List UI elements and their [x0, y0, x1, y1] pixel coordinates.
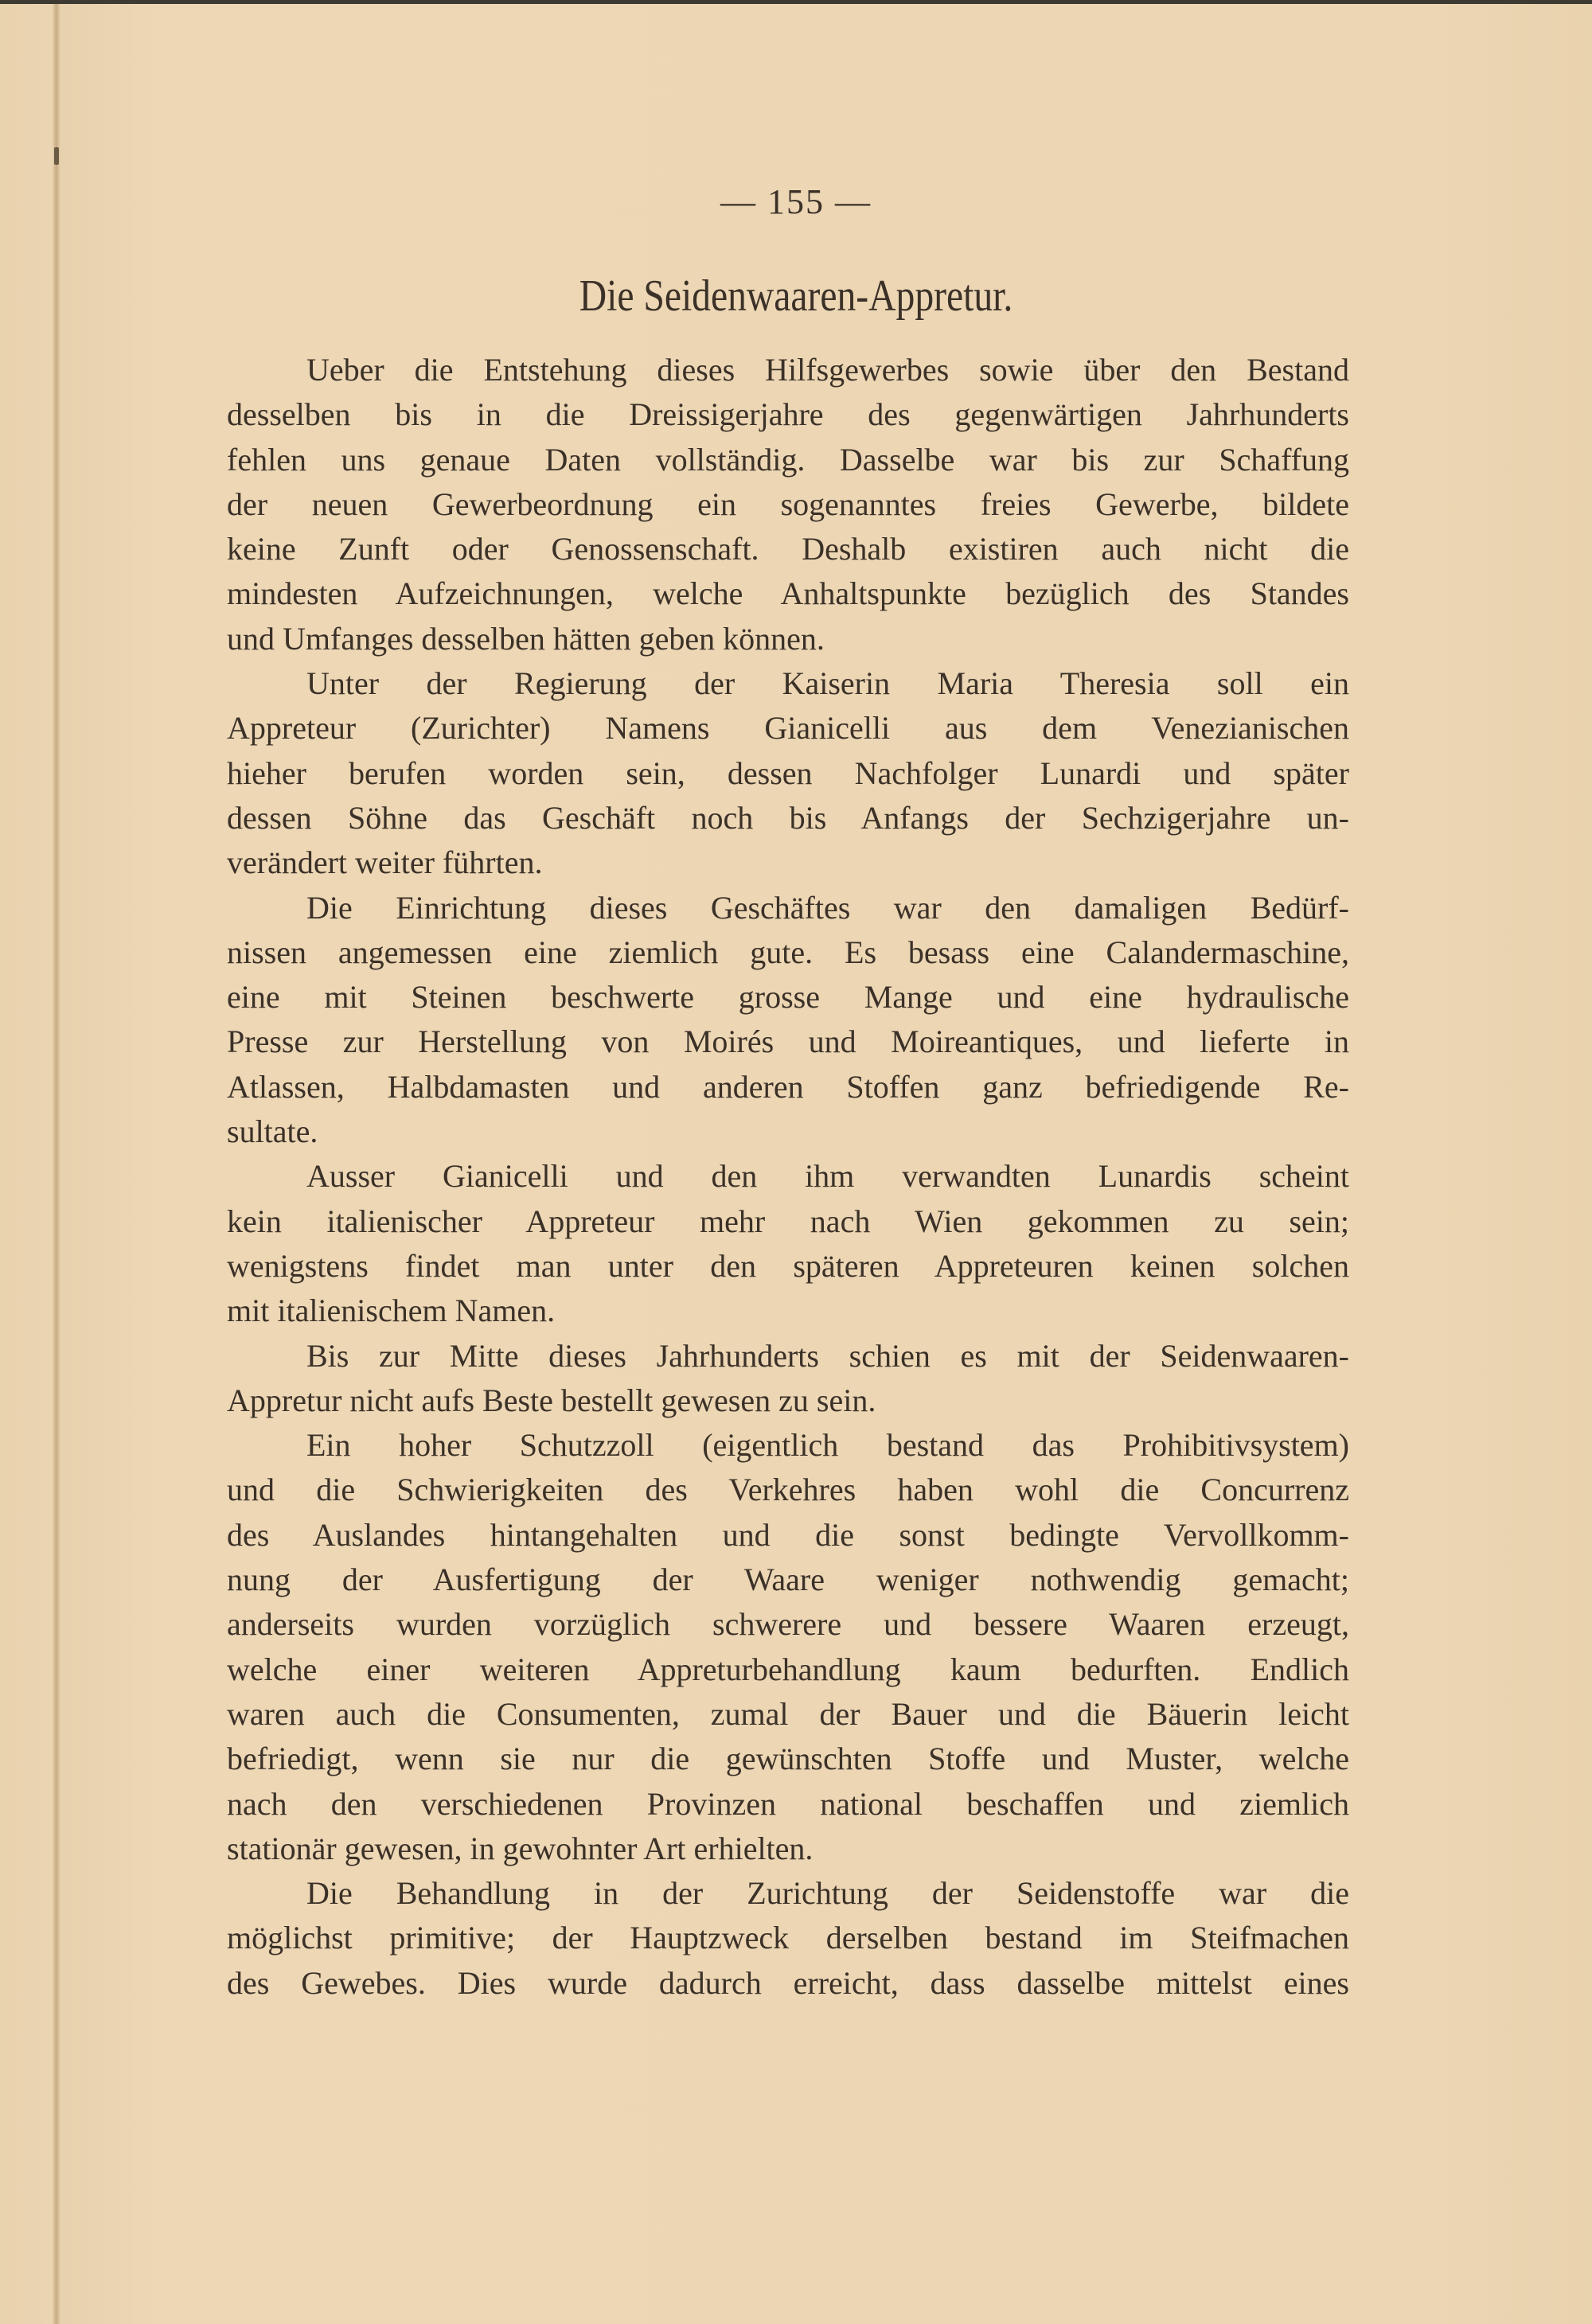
text-line: Die Behandlung in der Zurichtung der Seidenstoffe war die — [306, 1875, 1349, 1912]
text-line: Die Einrichtung dieses Geschäftes war den damaligen Bedürf- — [306, 889, 1349, 926]
text-line: Atlassen, Halbdamasten und anderen Stoffen ganz befriedigende Re- — [227, 1068, 1349, 1105]
text-line: verändert weiter führten. — [227, 844, 543, 881]
paragraph — [227, 1871, 1349, 2006]
text-line: Ueber die Entstehung dieses Hilfsgewerbes sowie über den Bestand — [306, 352, 1349, 388]
text-line: befriedigt, wenn sie nur die gewünschten Stoffe und Muster, welche — [227, 1741, 1349, 1777]
text-line: Appretur nicht aufs Beste bestellt gewesen zu sein. — [227, 1382, 876, 1418]
text-line: mit italienischem Namen. — [227, 1293, 556, 1329]
paragraph — [227, 1334, 1349, 1424]
binding-mark — [54, 147, 59, 165]
text-line: dessen Söhne das Geschäft noch bis Anfangs der Sechzigerjahre un- — [227, 799, 1349, 836]
page-number: — 155 — — [720, 182, 872, 221]
text-line: des Gewebes. Dies wurde dadurch erreicht, dass dasselbe mittelst eines — [227, 1964, 1349, 2001]
text-line: nissen angemessen eine ziemlich gute. Es besass eine Calandermaschine, — [227, 934, 1349, 970]
chapter-title: Die Seidenwaaren-Appretur. — [579, 271, 1013, 321]
text-line: sultate. — [227, 1113, 318, 1150]
text-line: des Auslandes hintangehalten und die sonst bedingte Vervollkomm- — [227, 1516, 1349, 1553]
text-line: mindesten Aufzeichnungen, welche Anhaltspunkte bezüglich des Standes — [227, 575, 1349, 612]
text-line: nach den verschiedenen Provinzen national beschaffen und ziemlich — [227, 1785, 1349, 1822]
text-line: und die Schwierigkeiten des Verkehres haben wohl die Concurrenz — [227, 1472, 1349, 1508]
text-line: waren auch die Consumenten, zumal der Bauer und die Bäuerin leicht — [227, 1695, 1349, 1732]
text-line: Unter der Regierung der Kaiserin Maria Theresia soll ein — [306, 665, 1349, 702]
body-text — [227, 348, 1349, 2006]
text-line: stationär gewesen, in gewohnter Art erhielten. — [227, 1830, 814, 1866]
text-line: desselben bis in die Dreissigerjahre des gegenwärtigen Jahrhunderts — [227, 396, 1349, 433]
paragraph — [227, 1154, 1349, 1333]
text-line: der neuen Gewerbeordnung ein sogenanntes freies Gewerbe, bildete — [227, 485, 1349, 522]
text-line: Presse zur Herstellung von Moirés und Moireantiques, und lieferte in — [227, 1024, 1349, 1060]
paragraph — [227, 1423, 1349, 1871]
text-line: und Umfanges desselben hätten geben können. — [227, 620, 825, 657]
text-line: Ein hoher Schutzzoll (eigentlich bestand das Prohibitivsystem) — [306, 1427, 1349, 1464]
text-line: keine Zunft oder Genossenschaft. Deshalb existiren auch nicht die — [227, 531, 1349, 567]
text-line: kein italienischer Appreteur mehr nach Wien gekommen zu sein; — [227, 1203, 1349, 1239]
text-line: nung der Ausfertigung der Waare weniger nothwendig gemacht; — [227, 1562, 1349, 1598]
text-line: anderseits wurden vorzüglich schwerere und bessere Waaren erzeugt, — [227, 1606, 1349, 1643]
text-line: hieher berufen worden sein, dessen Nachfolger Lunardi und später — [227, 755, 1349, 791]
text-line: Ausser Gianicelli und den ihm verwandten Lunardis scheint — [306, 1158, 1349, 1195]
text-line: Bis zur Mitte dieses Jahrhunderts schien es mit der Seidenwaaren- — [306, 1337, 1349, 1374]
text-line: fehlen uns genaue Daten vollständig. Dasselbe war bis zur Schaffung — [227, 441, 1349, 478]
paragraph — [227, 348, 1349, 661]
text-line: welche einer weiteren Appreturbehandlung kaum bedurften. Endlich — [227, 1651, 1349, 1687]
text-line: möglichst primitive; der Hauptzweck derselben bestand im Steifmachen — [227, 1920, 1349, 1956]
text-line: wenigstens findet man unter den späteren Appreteuren keinen solchen — [227, 1247, 1349, 1284]
paragraph — [227, 661, 1349, 885]
text-line: Appreteur (Zurichter) Namens Gianicelli aus dem Venezianischen — [227, 710, 1349, 747]
text-line: eine mit Steinen beschwerte grosse Mange und eine hydraulische — [227, 979, 1349, 1016]
scan-top-edge — [0, 0, 1592, 4]
paragraph — [227, 886, 1349, 1155]
